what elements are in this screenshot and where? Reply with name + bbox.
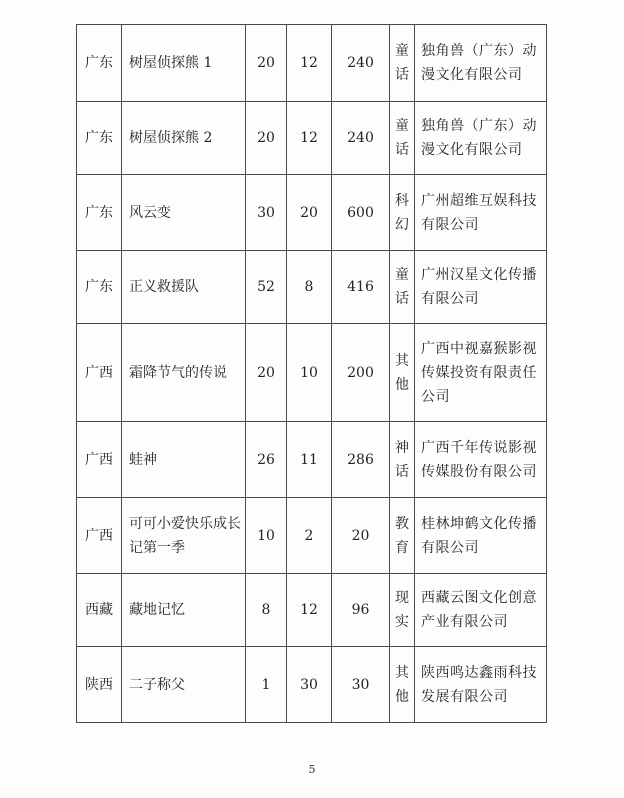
minutes-per-episode-cell: 12: [287, 25, 332, 102]
genre-cell: 现 实: [390, 574, 415, 647]
province-cell: 陕西: [77, 647, 122, 723]
minutes-per-episode-cell: 2: [287, 498, 332, 574]
genre-cell: 童 话: [390, 102, 415, 175]
table-row: [77, 324, 547, 422]
total-minutes-cell: 240: [332, 25, 390, 102]
minutes-per-episode-cell: 30: [287, 647, 332, 723]
genre-cell: 神 话: [390, 422, 415, 498]
anime-registry-table: [76, 24, 547, 723]
company-cell: 广州超维互娱科技有限公司: [415, 175, 547, 251]
minutes-per-episode-cell: 10: [287, 324, 332, 422]
company-cell: 广州汉星文化传播有限公司: [415, 251, 547, 324]
episodes-cell: 30: [246, 175, 287, 251]
genre-cell: 科 幻: [390, 175, 415, 251]
total-minutes-cell: 96: [332, 574, 390, 647]
genre-cell: 童 话: [390, 251, 415, 324]
company-cell: 广西中视嘉猴影视传媒投资有限责任公司: [415, 324, 547, 422]
page-number: 5: [308, 763, 316, 776]
table-row: [77, 102, 547, 175]
province-cell: 广东: [77, 102, 122, 175]
title-cell: 可可小爱快乐成长记第一季: [122, 498, 246, 574]
minutes-per-episode-cell: 8: [287, 251, 332, 324]
title-cell: 树屋侦探熊 1: [122, 25, 246, 102]
province-cell: 广东: [77, 251, 122, 324]
episodes-cell: 10: [246, 498, 287, 574]
company-cell: 陕西鸣达鑫雨科技发展有限公司: [415, 647, 547, 723]
title-cell: 风云变: [122, 175, 246, 251]
table-row: [77, 251, 547, 324]
title-cell: 树屋侦探熊 2: [122, 102, 246, 175]
total-minutes-cell: 286: [332, 422, 390, 498]
minutes-per-episode-cell: 12: [287, 574, 332, 647]
minutes-per-episode-cell: 20: [287, 175, 332, 251]
table-row: [77, 574, 547, 647]
province-cell: 广西: [77, 422, 122, 498]
episodes-cell: 20: [246, 324, 287, 422]
episodes-cell: 26: [246, 422, 287, 498]
total-minutes-cell: 240: [332, 102, 390, 175]
episodes-cell: 20: [246, 25, 287, 102]
table-row: [77, 175, 547, 251]
title-cell: 二子称父: [122, 647, 246, 723]
episodes-cell: 20: [246, 102, 287, 175]
company-cell: 广西千年传说影视传媒股份有限公司: [415, 422, 547, 498]
table-row: [77, 25, 547, 102]
total-minutes-cell: 416: [332, 251, 390, 324]
company-cell: 独角兽（广东）动漫文化有限公司: [415, 102, 547, 175]
episodes-cell: 1: [246, 647, 287, 723]
genre-cell: 其 他: [390, 324, 415, 422]
company-cell: 独角兽（广东）动漫文化有限公司: [415, 25, 547, 102]
total-minutes-cell: 20: [332, 498, 390, 574]
company-cell: 西藏云图文化创意产业有限公司: [415, 574, 547, 647]
minutes-per-episode-cell: 11: [287, 422, 332, 498]
total-minutes-cell: 600: [332, 175, 390, 251]
province-cell: 广西: [77, 498, 122, 574]
episodes-cell: 8: [246, 574, 287, 647]
company-cell: 桂林坤鹤文化传播有限公司: [415, 498, 547, 574]
table-row: [77, 647, 547, 723]
province-cell: 西藏: [77, 574, 122, 647]
genre-cell: 童 话: [390, 25, 415, 102]
total-minutes-cell: 30: [332, 647, 390, 723]
genre-cell: 教 育: [390, 498, 415, 574]
genre-cell: 其 他: [390, 647, 415, 723]
title-cell: 正义救援队: [122, 251, 246, 324]
title-cell: 藏地记忆: [122, 574, 246, 647]
total-minutes-cell: 200: [332, 324, 390, 422]
table-row: [77, 498, 547, 574]
province-cell: 广东: [77, 25, 122, 102]
province-cell: 广西: [77, 324, 122, 422]
province-cell: 广东: [77, 175, 122, 251]
table-row: [77, 422, 547, 498]
title-cell: 霜降节气的传说: [122, 324, 246, 422]
table-body: [77, 25, 547, 723]
title-cell: 蛙神: [122, 422, 246, 498]
episodes-cell: 52: [246, 251, 287, 324]
minutes-per-episode-cell: 12: [287, 102, 332, 175]
